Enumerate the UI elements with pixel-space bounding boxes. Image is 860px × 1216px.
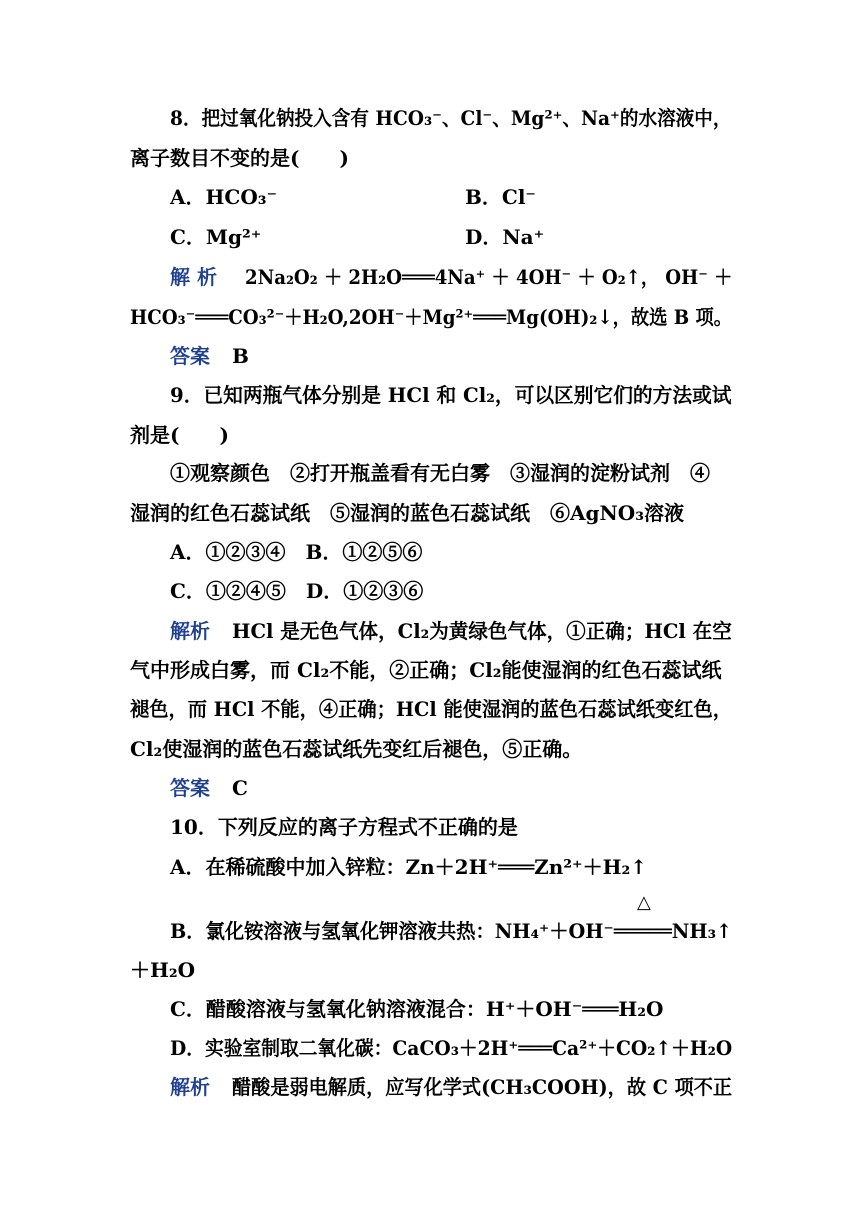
- q9-stem-line4: 湿润的红色石蕊试纸 ⑤湿润的蓝色石蕊试纸 ⑥AgNO₃溶液: [130, 501, 684, 525]
- q8-option-b: B．Cl⁻: [465, 185, 536, 209]
- q10-option-c: C．醋酸溶液与氢氧化钠溶液混合：H⁺＋OH⁻═══H₂O: [170, 997, 664, 1021]
- heat-triangle-mark: △: [637, 892, 651, 913]
- q9-analysis-label: 解析: [170, 619, 210, 643]
- q9-analysis-line2: 气中形成白雾，而 Cl₂不能，②正确；Cl₂能使湿润的红色石蕊试纸: [130, 658, 722, 682]
- q9-answer: C: [232, 776, 248, 800]
- q8-option-d: D．Na⁺: [465, 225, 545, 249]
- q10-stem: 10．下列反应的离子方程式不正确的是: [170, 815, 518, 839]
- q8-analysis-label: 解 析: [170, 265, 217, 289]
- q10-analysis-label: 解析: [170, 1075, 210, 1099]
- q10-analysis-line1: 醋酸是弱电解质，应写化学式(CH₃COOH)，故 C 项不正: [232, 1075, 733, 1099]
- q10-option-b-line1: B．氯化铵溶液与氢氧化钾溶液共热：NH₄⁺＋OH⁻═════NH₃↑: [170, 919, 733, 943]
- q10-option-b-line2: ＋H₂O: [130, 958, 196, 982]
- q9-answer-label: 答案: [170, 776, 210, 800]
- q10-option-a: A．在稀硫酸中加入锌粒：Zn＋2H⁺═══Zn²⁺＋H₂↑: [170, 855, 648, 879]
- q9-analysis-line3: 褪色，而 HCl 不能，④正确；HCl 能使湿润的蓝色石蕊试纸变红色，: [130, 697, 732, 721]
- q8-stem-line2: 离子数目不变的是( ): [130, 146, 349, 170]
- q8-option-a: A．HCO₃⁻: [170, 185, 278, 209]
- q9-analysis-line4: Cl₂使湿润的蓝色石蕊试纸先变红后褪色，⑤正确。: [130, 737, 583, 761]
- q10-option-d: D．实验室制取二氧化碳：CaCO₃＋2H⁺═══Ca²⁺＋CO₂↑＋H₂O: [170, 1036, 733, 1060]
- q8-stem-line1: 8．把过氧化钠投入含有 HCO₃⁻、Cl⁻、Mg²⁺、Na⁺的水溶液中，: [170, 106, 732, 130]
- q9-stem-line2: 剂是( ): [130, 423, 229, 447]
- q8-answer: B: [232, 344, 249, 368]
- q9-options-cd: C．①②④⑤ D．①②③⑥: [170, 579, 424, 603]
- q8-analysis-line2: HCO₃⁻═══CO₃²⁻＋H₂O,2OH⁻＋Mg²⁺═══Mg(OH)₂↓，故选 B 项。: [130, 305, 732, 329]
- q9-analysis-line1: HCl 是无色气体，Cl₂为黄绿色气体，①正确；HCl 在空: [232, 619, 732, 643]
- q8-answer-label: 答案: [170, 344, 210, 368]
- q8-analysis-line1: 2Na₂O₂ ＋ 2H₂O═══4Na⁺ ＋ 4OH⁻ ＋ O₂↑， OH⁻ ＋: [245, 265, 733, 289]
- q9-stem-line3: ①观察颜色 ②打开瓶盖看有无白雾 ③湿润的淀粉试剂 ④: [170, 461, 710, 485]
- q9-stem-line1: 9．已知两瓶气体分别是 HCl 和 Cl₂，可以区别它们的方法或试: [170, 383, 732, 407]
- q8-option-c: C．Mg²⁺: [170, 225, 262, 249]
- q9-options-ab: A．①②③④ B．①②⑤⑥: [170, 540, 423, 564]
